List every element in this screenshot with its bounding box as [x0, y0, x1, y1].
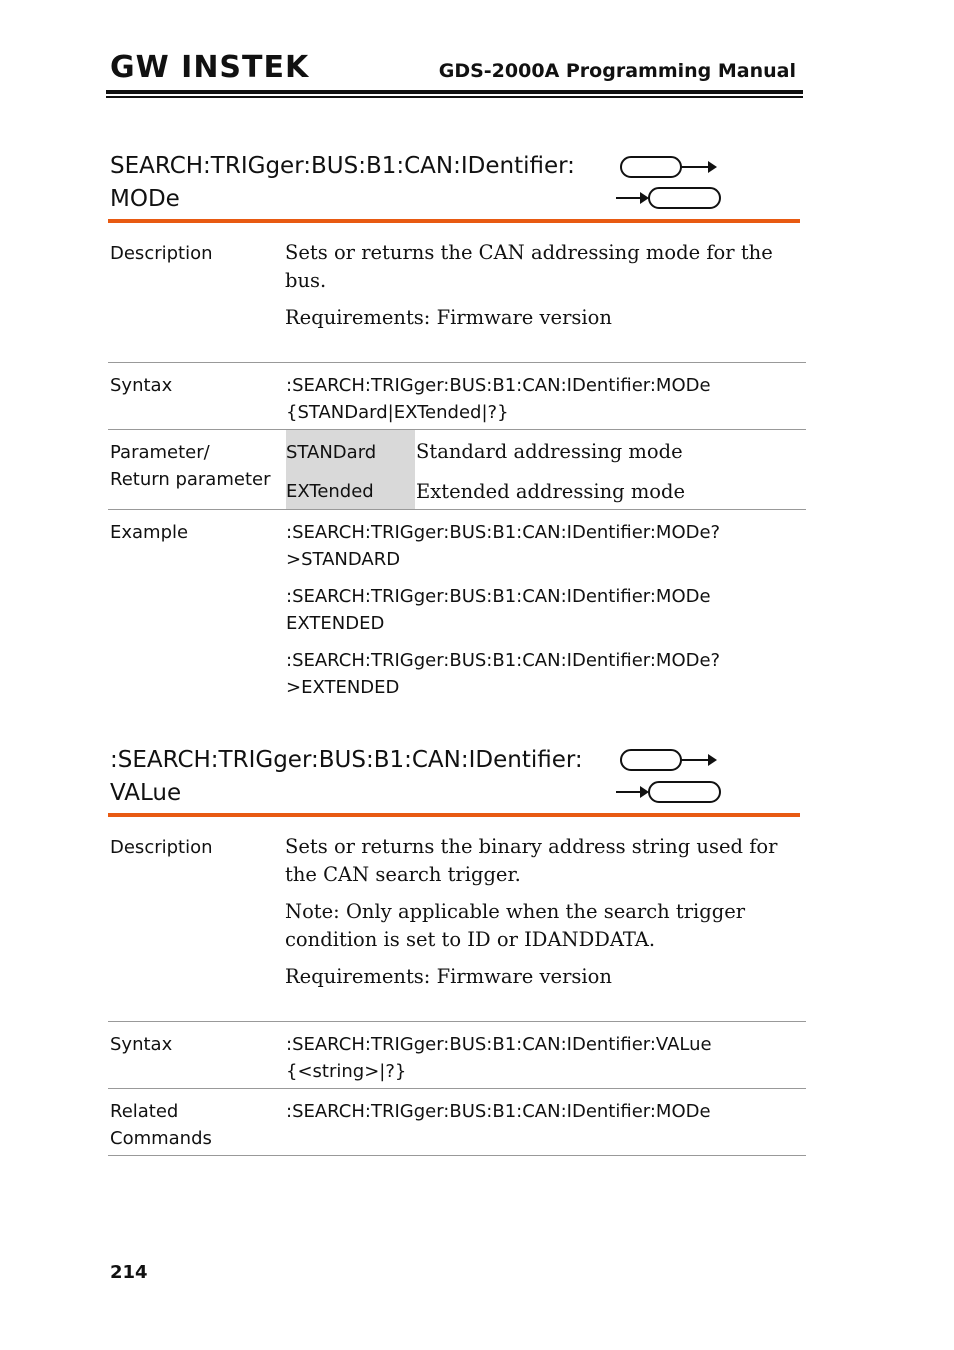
manual-title: GDS-2000A Programming Manual: [438, 60, 796, 82]
syntax-line: {<string>|?}: [286, 1061, 407, 1082]
syntax-value: [286, 1031, 801, 1085]
section-accent-rule: [108, 813, 800, 817]
example-command: :SEARCH:TRIGger:BUS:B1:CAN:IDentifier:MODe?: [286, 650, 721, 671]
syntax-line: :SEARCH:TRIGger:BUS:B1:CAN:IDentifier:MODe: [286, 375, 711, 396]
parameter-name: EXTended: [286, 481, 374, 502]
example-response: EXTENDED: [286, 613, 385, 634]
heading-line: SEARCH:TRIGger:BUS:B1:CAN:IDentifier:: [110, 153, 575, 179]
description-paragraph: Sets or returns the binary address string used for the CAN search trigger.: [285, 835, 778, 886]
brand-logo: GW INSTEK: [110, 50, 310, 85]
row-divider: [108, 1021, 806, 1022]
example-response: >STANDARD: [286, 549, 401, 570]
description-label: Description: [110, 837, 213, 858]
parameter-name: STANDard: [286, 442, 377, 463]
syntax-line: {STANDard|EXTended|?}: [286, 402, 509, 423]
syntax-line: :SEARCH:TRIGger:BUS:B1:CAN:IDentifier:VALue: [286, 1034, 712, 1055]
example-response: >EXTENDED: [286, 677, 400, 698]
page-number: 214: [110, 1262, 148, 1283]
related-label-line: Commands: [110, 1128, 212, 1149]
related-label-line: Related: [110, 1101, 179, 1122]
description-text: [285, 833, 795, 991]
set-command-icon: [620, 156, 720, 180]
set-command-icon: [620, 749, 720, 773]
description-paragraph: Sets or returns the CAN addressing mode for the bus.: [285, 241, 773, 292]
syntax-label: Syntax: [110, 1034, 173, 1055]
parameter-label-line: Parameter/: [110, 442, 210, 463]
parameter-label-line: Return parameter: [110, 469, 271, 490]
row-divider: [108, 429, 806, 430]
header-rule: [106, 90, 803, 94]
query-command-icon: [616, 187, 722, 211]
syntax-value: [286, 372, 801, 426]
header-rule-thin: [106, 96, 803, 98]
example-command: :SEARCH:TRIGger:BUS:B1:CAN:IDentifier:MODe: [286, 586, 711, 607]
parameter-label: [110, 439, 270, 493]
row-divider: [108, 1088, 806, 1089]
query-command-icon: [616, 781, 722, 805]
requirements-text: Requirements: Firmware version: [285, 306, 612, 329]
row-divider: [108, 1155, 806, 1156]
parameter-desc: Extended addressing mode: [416, 480, 686, 503]
row-divider: [108, 509, 806, 510]
description-text: [285, 239, 795, 332]
heading-line: MODe: [110, 186, 180, 212]
row-divider: [108, 362, 806, 363]
example-label: Example: [110, 522, 189, 543]
heading-line: :SEARCH:TRIGger:BUS:B1:CAN:IDentifier:: [110, 747, 583, 773]
description-label: Description: [110, 243, 213, 264]
section-heading-value: [110, 744, 600, 810]
related-commands-label: [110, 1098, 212, 1152]
heading-line: VALue: [110, 780, 182, 806]
note-paragraph: Note: Only applicable when the search trigger condition is set to ID or IDANDDATA.: [285, 900, 746, 951]
section-accent-rule: [108, 219, 800, 223]
example-command: :SEARCH:TRIGger:BUS:B1:CAN:IDentifier:MODe?: [286, 522, 721, 543]
parameter-desc: Standard addressing mode: [416, 440, 683, 463]
example-block: [286, 519, 801, 701]
section-heading-mode: [110, 150, 600, 216]
syntax-label: Syntax: [110, 375, 173, 396]
requirements-text: Requirements: Firmware version: [285, 965, 612, 988]
related-command-link: :SEARCH:TRIGger:BUS:B1:CAN:IDentifier:MODe: [286, 1101, 711, 1122]
